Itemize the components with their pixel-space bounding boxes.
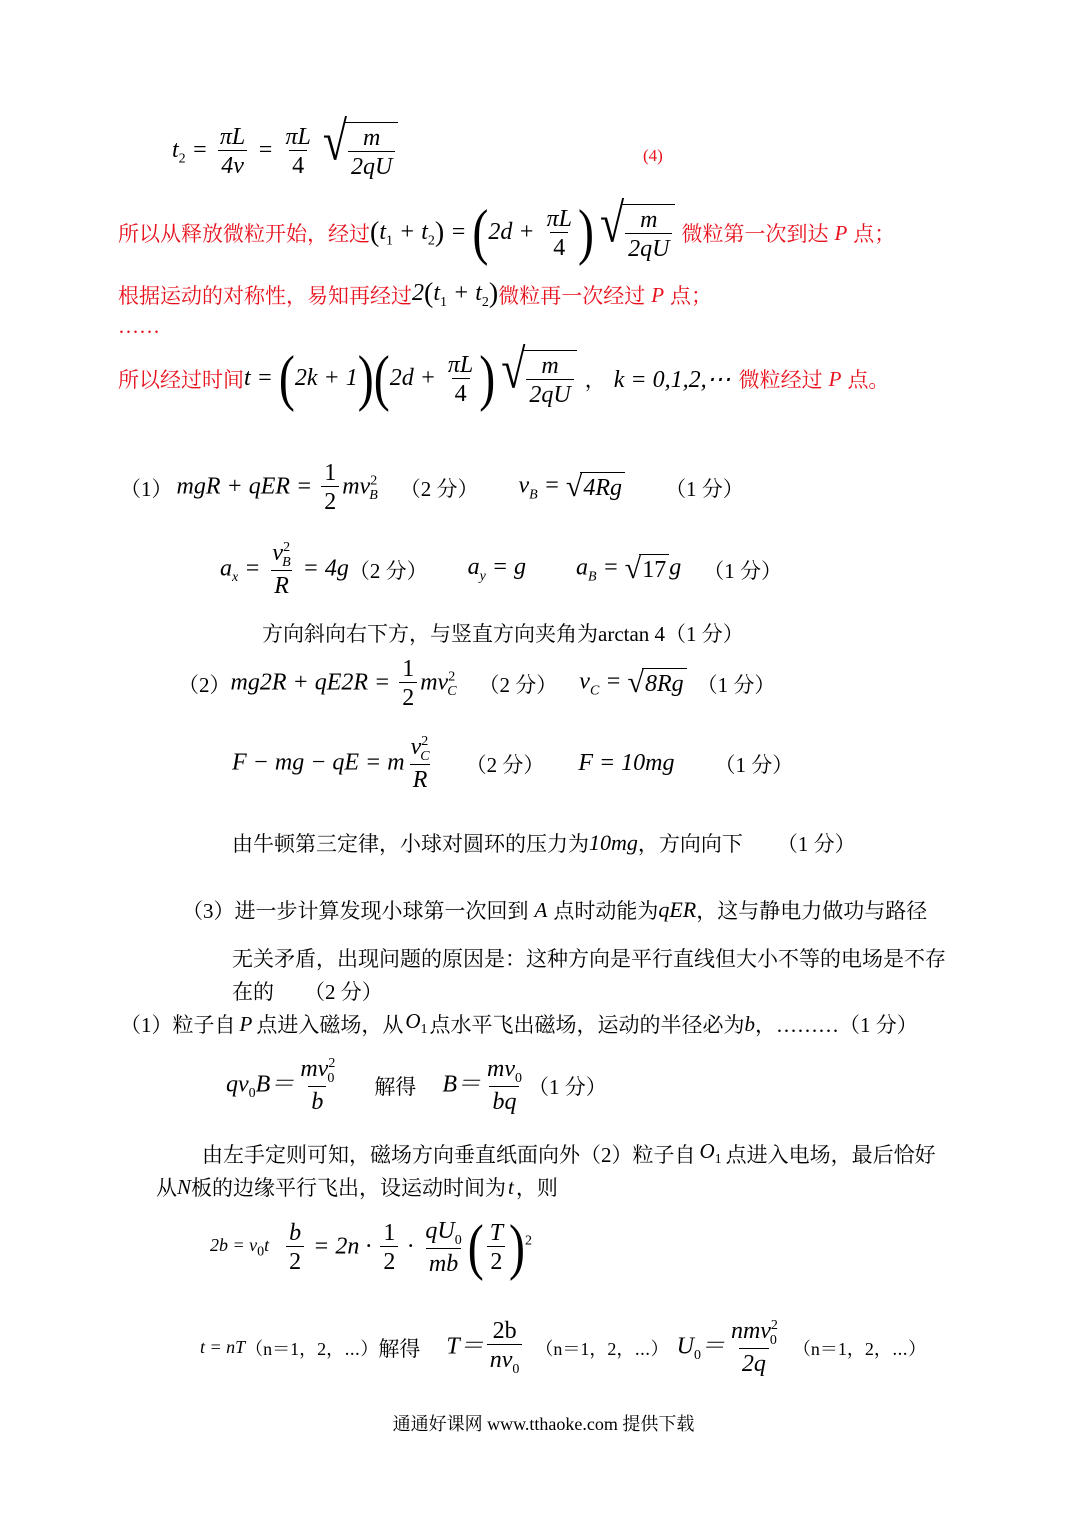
q3-line-2: 无关矛盾，出现问题的原因是：这种方向是平行直线但大小不等的电场是不存 — [232, 947, 946, 971]
p3-para-1: 由左手定则可知，磁场方向垂直纸面向外（2）粒子自 $O_1$ 点进入电场，最后恰好 — [202, 1139, 936, 1168]
q2-line-1: （2） mg2R + qE2R = $\frac{1}{2}$ $mv^2_C$ （2 分） $v_C$ = √ 8Rg （1 分） — [178, 656, 776, 712]
ellipsis: …… — [118, 314, 160, 338]
p3-eq-1: $qv_0B=$ $\frac{mv^2_0}{b}$ 解得 B＝ $\frac{mv_0}{bq}$ （1 分） — [226, 1056, 607, 1116]
p3-intro: （1）粒子自 P 点进入磁场，从 $O_1$ 点水平飞出磁场，运动的半径必为 b ，………（1 分） — [120, 1009, 918, 1038]
q1-line-1: （1） mgR + qER = $\frac{1}{2}$ $mv^2_B$ （2 分） $v_B$ = √ 4Rg （1 分） — [120, 460, 744, 516]
p3-eq-2: $2b = v_0t$ $\frac{b}{2}$ = 2n · $\frac{1}{2}$ · $\frac{qU_0}{mb}$ ( $\frac{T}{2}$ )$^2$ — [210, 1212, 533, 1282]
red-line-1: 所以从释放微粒开始，经过 $(t_1 + t_2) = (2d$ + $\frac{\pi L}{4}$ ) √ $\frac{m}{2qU}$ 微粒第一次到达 P 点； — [118, 192, 896, 268]
q2-newton: 由牛顿第三定律，小球对圆环的压力为 10mg ，方向向下 （1 分） — [232, 830, 856, 856]
q1-line-2: $a_x$ = $\frac{v^2_B}{R}$ = 4g （2 分） $a_y = g$ $a_B$ = √ 17 g （1 分） — [220, 540, 782, 600]
equation-tag: (4) — [643, 146, 663, 165]
p3-eq-3: t = nT （n＝1，2，⋯） 解得 T＝ $\frac{2b}{nv_0}$ （n＝1，2，⋯） $U_0=$ $\frac{nmv^2_0}{2q}$ （n＝1，2，⋯） — [200, 1318, 927, 1378]
formula-t2: $t_2$ = $\frac{\pi L}{4v}$ = $\frac{\pi L}{4}$ √ $\frac{m}{2qU}$ — [172, 122, 398, 181]
q1-direction: 方向斜向右下方，与竖直方向夹角为arctan 4（1 分） — [262, 622, 744, 646]
red-line-2: 根据运动的对称性，易知再经过 $2(t_1 + t_2)$ 微粒再一次经过 P 点； — [118, 278, 713, 310]
q3-line-3: 在的 （2 分） — [232, 980, 383, 1004]
q3-line-1: （3） 进一步计算发现小球第一次回到 A 点时动能为 qER ，这与静电力做功与路径 — [182, 897, 928, 923]
q2-line-2: F − mg − qE = m $\frac{v^2_C}{R}$ （2 分） F = 10mg （1 分） — [232, 734, 794, 794]
red-line-3: 所以经过时间 t = (2k + 1)(2d + $\frac{\pi L}{4}$ ) √ $\frac{m}{2qU}$ ， k = 0,1,2,⋯ 微粒经过 P 点。 — [118, 338, 890, 414]
footer: 通通好课网 www.tthaoke.com 提供下载 — [392, 1414, 695, 1434]
p3-para-2: 从 N 板的边缘平行飞出，设运动时间为 t ，则 — [156, 1174, 558, 1200]
